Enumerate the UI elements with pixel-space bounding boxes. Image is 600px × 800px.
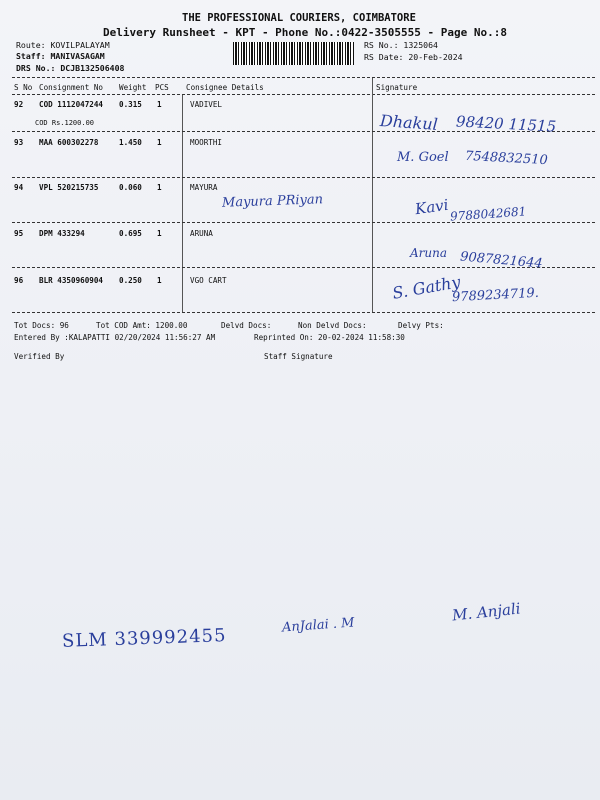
handwritten-signature: Kavi [413, 195, 450, 219]
row-divider [12, 177, 595, 178]
row-consignment: BLR 4350960904 [39, 276, 104, 285]
row-consignment: COD 1112047244 [39, 100, 104, 109]
divider [12, 77, 595, 78]
col-pcs: PCS [155, 83, 169, 92]
route-label: Route: KOVILPALAYAM [16, 40, 110, 50]
company-title: THE PROFESSIONAL COURIERS, COIMBATORE [182, 12, 416, 24]
row-pcs: 1 [157, 100, 162, 109]
delivery-points: Delvy Pts: [398, 321, 444, 330]
row-sno: 93 [14, 138, 24, 147]
col-signature: Signature [376, 83, 418, 92]
handwritten-phone: 98420 11515 [455, 112, 557, 136]
row-consignee: MOORTHI [190, 138, 223, 147]
col-weight: Weight [119, 83, 147, 92]
row-pcs: 1 [157, 276, 162, 285]
row-divider [12, 312, 595, 313]
total-docs: Tot Docs: 96 [14, 321, 69, 330]
handwritten-phone: 7548832510 [464, 148, 549, 169]
row-consignee: ARUNA [190, 229, 213, 238]
total-cod-amount: Tot COD Amt: 1200.00 [96, 321, 188, 330]
handwritten-signature: Aruna [410, 246, 448, 260]
row-sno: 94 [14, 183, 24, 192]
handwritten-phone: 9789234719. [451, 285, 540, 306]
staff-signature-label: Staff Signature [264, 352, 333, 361]
handwritten-signature: M. Anjali [451, 599, 522, 625]
drs-number: DRS No.: DCJB132506408 [16, 63, 125, 73]
row-weight: 0.250 [119, 276, 142, 285]
row-consignment: DPM 433294 [39, 229, 85, 238]
barcode [233, 42, 354, 65]
rs-number: RS No.: 1325064 [364, 40, 438, 50]
reprinted-on: Reprinted On: 20-02-2024 11:58:30 [254, 333, 405, 342]
row-pcs: 1 [157, 229, 162, 238]
entered-by: Entered By :KALAPATTI 02/20/2024 11:56:27 AM [14, 333, 216, 342]
row-weight: 0.315 [119, 100, 142, 109]
row-weight: 1.450 [119, 138, 142, 147]
handwritten-signature: S. Gathy [390, 272, 462, 303]
row-sno: 95 [14, 229, 24, 238]
column-rule [372, 78, 373, 312]
row-sno: 92 [14, 100, 24, 109]
row-divider [12, 222, 595, 223]
column-rule [182, 95, 183, 312]
col-sno: S No [14, 83, 33, 92]
rs-date: RS Date: 20-Feb-2024 [364, 52, 463, 62]
handwritten-phone: 9788042681 [449, 204, 527, 224]
handwritten-signature: Dhakul [379, 111, 439, 134]
row-consignee: VADIVEL [190, 100, 223, 109]
row-weight: 0.060 [119, 183, 142, 192]
row-weight: 0.695 [119, 229, 142, 238]
row-sno: 96 [14, 276, 24, 285]
row-pcs: 1 [157, 138, 162, 147]
row-consignee: MAYURA [190, 183, 218, 192]
staff-label: Staff: MANIVASAGAM [16, 51, 105, 61]
handwritten-slm-number: SLM 339992455 [61, 625, 227, 652]
row-pcs: 1 [157, 183, 162, 192]
handwritten-name: AnJalai . M [281, 615, 355, 636]
handwritten-name: Mayura PRiyan [221, 192, 324, 211]
row-consignee: VGO CART [190, 276, 227, 285]
col-consignment: Consignment No [39, 83, 104, 92]
col-consignee: Consignee Details [186, 83, 264, 92]
non-delivered-docs: Non Delvd Docs: [298, 321, 367, 330]
handwritten-signature: M. Goel [397, 150, 449, 165]
row-consignment: MAA 600302278 [39, 138, 99, 147]
delivered-docs: Delvd Docs: [221, 321, 272, 330]
verified-by-label: Verified By [14, 352, 65, 361]
handwritten-phone: 9087821644 [459, 249, 544, 272]
divider [12, 94, 595, 95]
row-consignment: VPL 520215735 [39, 183, 99, 192]
row-cod-amount: COD Rs.1200.00 [35, 119, 95, 127]
runsheet-subtitle: Delivery Runsheet - KPT - Phone No.:0422-3505555 - Page No.:8 [103, 26, 507, 39]
